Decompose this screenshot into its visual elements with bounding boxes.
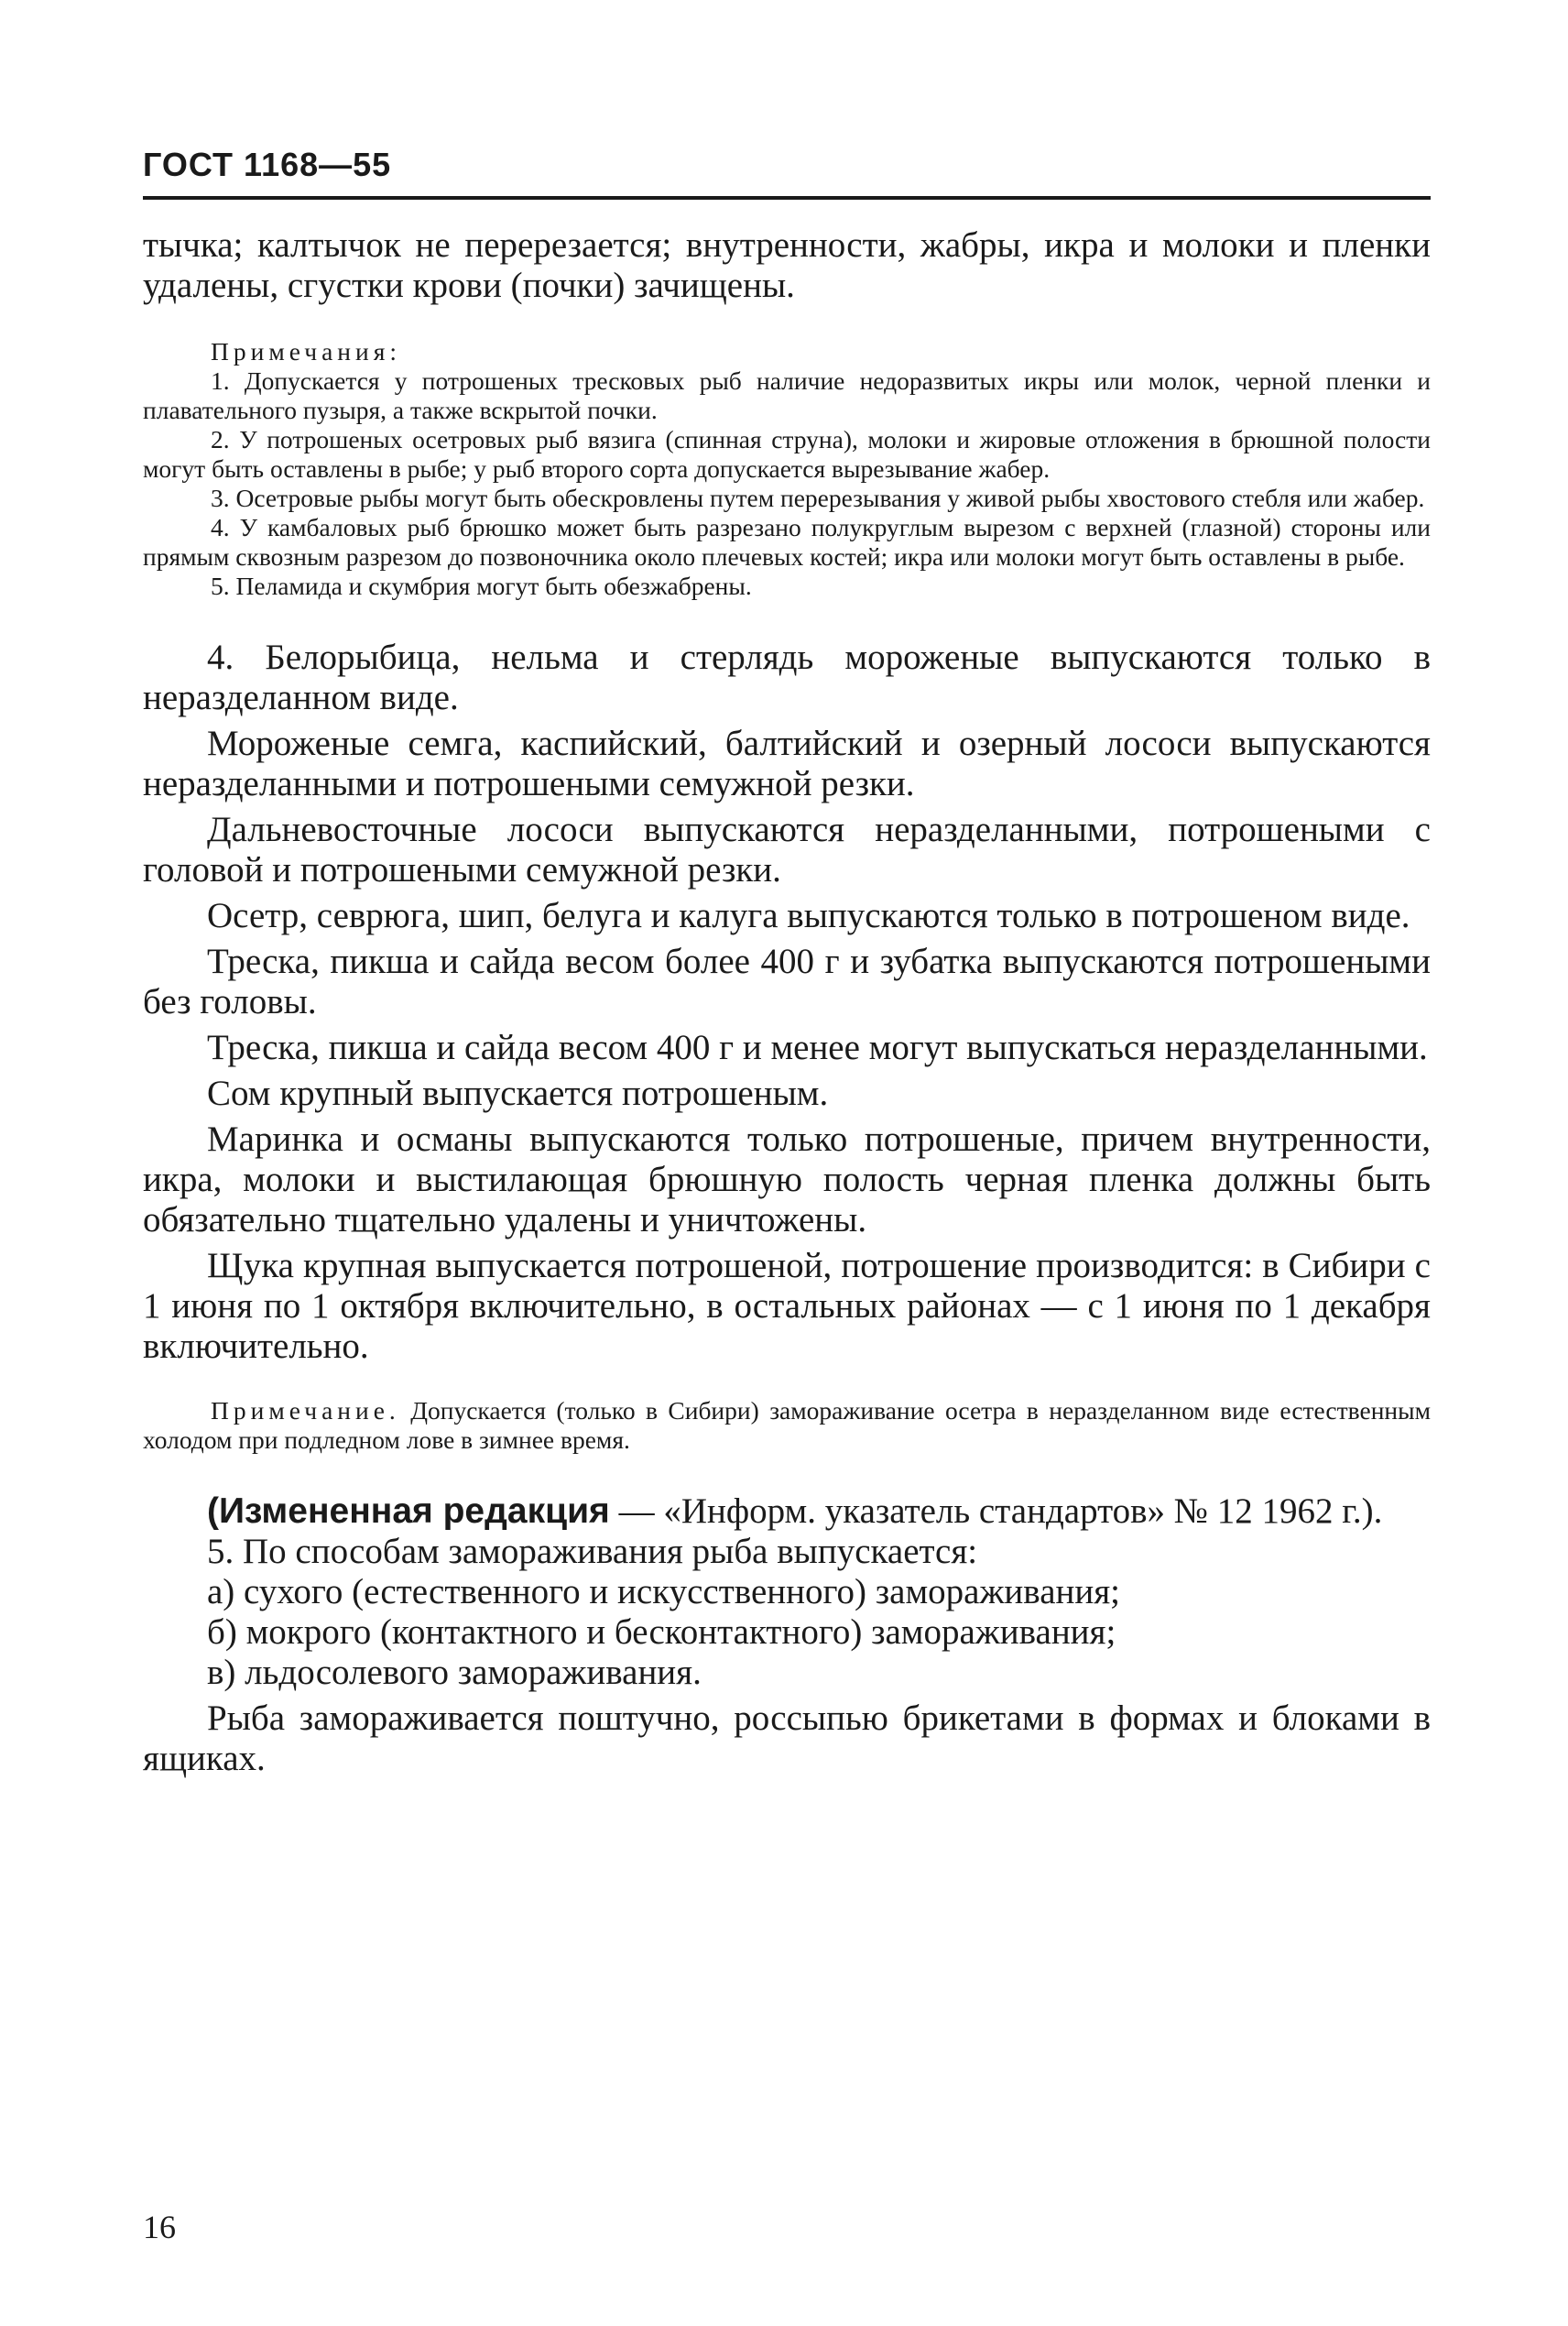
section-paragraph: Мороженые семга, каспийский, балтийский и озерный лососи выпускаются неразделанными и потрошеными семужной резки. [143, 724, 1431, 803]
section-paragraph: Сом крупный выпускается потрошеным. [207, 1074, 829, 1113]
section-paragraph: Осетр, севрюга, шип, белуга и калуга выпускаются только в потрошеном виде. [207, 896, 1410, 935]
header-divider [143, 196, 1431, 200]
freezing-method-item: в) льдосолевого замораживания. [207, 1653, 702, 1692]
section-5-closing: Рыба замораживается поштучно, россыпью брикетами в формах и блоками в ящиках. [143, 1698, 1431, 1778]
note-heading: Примечание. [211, 1396, 400, 1425]
section-paragraph: Маринка и османы выпускаются только потрошеные, причем внутренности, икра, молоки и выстилающая брюшную полость черная пленка должны быть обязательно тщательно удалены и уничтожены. [143, 1119, 1431, 1239]
document-page [143, 147, 1431, 1779]
note-block-2 [143, 1396, 1431, 1455]
document-header-title: ГОСТ 1168—55 [143, 146, 392, 183]
note-item: 1. Допускается у потрошеных тресковых рыб наличие недоразвитых икры или молок, черной пленки и плавательного пузыря, а также вскрытой почки. [143, 366, 1431, 424]
notes-heading: Примечания: [211, 337, 402, 366]
note-item: 3. Осетровые рыбы могут быть обескровлены путем перерезывания у живой рыбы хвостового стебля или жабер. [211, 484, 1425, 512]
note-paragraph [143, 1396, 1431, 1455]
amendment-text: — «Информ. указатель стандартов» № 12 1962 г.). [609, 1491, 1383, 1531]
freezing-method-item: б) мокрого (контактного и бесконтактного) замораживания; [207, 1612, 1116, 1652]
section-paragraph: Дальневосточные лососи выпускаются неразделанными, потрошеными с головой и потрошеными семужной резки. [143, 810, 1431, 890]
section-paragraph: Треска, пикша и сайда весом 400 г и менее могут выпускаться неразделанными. [207, 1028, 1428, 1067]
amendment-note [143, 1491, 1431, 1532]
notes-block [143, 337, 1431, 601]
freezing-method-item: а) сухого (естественного и искусственного) замораживания; [207, 1572, 1121, 1611]
intro-paragraph: тычка; калтычок не перерезается; внутренности, жабры, икра и молоки и пленки удалены, сгустки крови (почки) зачищены. [143, 225, 1431, 305]
section-5 [143, 1532, 1431, 1779]
note-item: 4. У камбаловых рыб брюшко может быть разрезано полукруглым вырезом с верхней (глазной) стороны или прямым сквозным разрезом до позвоночника около плечевых костей; икра или молоки могут быть оставлены в рыбе. [143, 513, 1431, 571]
section-paragraph: 4. Белорыбица, нельма и стерлядь мороженые выпускаются только в неразделанном виде. [143, 638, 1431, 717]
note-item: 2. У потрошеных осетровых рыб вязига (спинная струна), молоки и жировые отложения в брюшной полости могут быть оставлены в рыбе; у рыб второго сорта допускается вырезывание жабер. [143, 425, 1431, 483]
section-paragraph: Щука крупная выпускается потрошеной, потрошение производится: в Сибири с 1 июня по 1 октября включительно, в остальных районах — с 1 июня по 1 декабря включительно. [143, 1246, 1431, 1366]
amendment-label: (Измененная редакция [207, 1491, 610, 1531]
page-number: 16 [143, 2209, 176, 2245]
note-item: 5. Пеламида и скумбрия могут быть обезжабрены. [211, 572, 752, 600]
section-paragraph: Треска, пикша и сайда весом более 400 г и зубатка выпускаются потрошеными без головы. [143, 942, 1431, 1021]
section-5-intro: 5. По способам замораживания рыба выпускается: [207, 1532, 978, 1571]
note-text: Допускается (только в Сибири) замораживание осетра в неразделанном виде естественным холодом при подледном лове в зимнее время. [143, 1396, 1432, 1454]
section-4 [143, 638, 1431, 1367]
